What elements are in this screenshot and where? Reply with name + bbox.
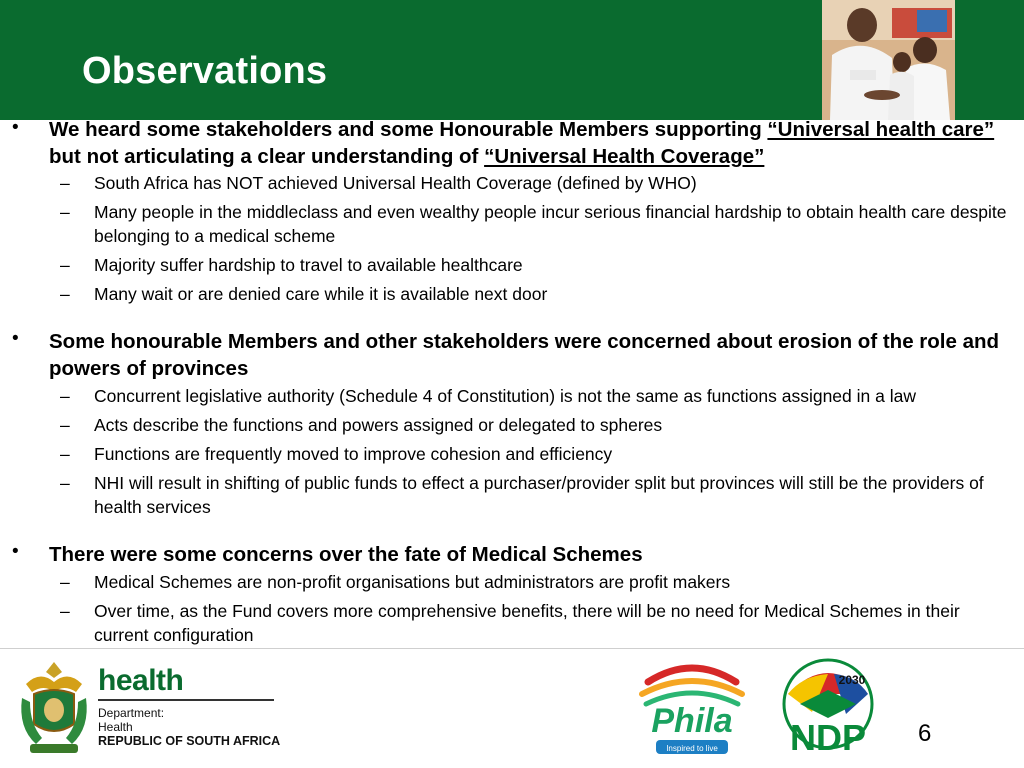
sub-item (60, 599, 1012, 647)
slide-content (0, 116, 1024, 647)
dash-marker: – (60, 173, 70, 193)
bullet-2 (0, 328, 1024, 519)
bullet-2-text: Some honourable Members and other stakeholders were concerned about erosion of the role and powers of provinces (49, 330, 1000, 380)
bullet-marker: • (12, 541, 19, 562)
bullet-1-text-pre: We heard some stakeholders and some Honourable Members supporting (49, 118, 768, 141)
sub-item (60, 471, 1012, 519)
bullet-1-text (49, 116, 1014, 170)
phila-tagline: Inspired to live (666, 744, 718, 753)
sub-item (60, 413, 1012, 437)
footer (0, 648, 1024, 768)
coat-of-arms-icon (16, 658, 92, 758)
sub-item-text: Majority suffer hardship to travel to available healthcare (94, 255, 523, 275)
sub-item-text: Concurrent legislative authority (Schedule 4 of Constitution) is not the same as functions assigned in a law (94, 386, 916, 406)
dash-marker: – (60, 415, 70, 435)
bullet-3-text: There were some concerns over the fate of Medical Schemes (49, 543, 643, 566)
sub-item (60, 171, 1012, 195)
sub-item (60, 253, 1012, 277)
bullet-marker: • (12, 117, 19, 138)
bullet-1-universal-health-coverage: “Universal Health Coverage” (484, 145, 765, 168)
phila-logo-text: Phila (651, 702, 733, 740)
sub-item (60, 570, 1012, 594)
dash-marker: – (60, 473, 70, 493)
dash-marker: – (60, 601, 70, 621)
dash-marker: – (60, 386, 70, 406)
sub-item (60, 282, 1012, 306)
ndp-2030-logo-icon (772, 654, 884, 760)
health-wordmark: health (98, 664, 184, 697)
bullet-3 (0, 541, 1024, 647)
dash-marker: – (60, 255, 70, 275)
department-label: Department: (98, 706, 165, 720)
dash-marker: – (60, 572, 70, 592)
page-number: 6 (918, 720, 932, 747)
bullet-marker: • (12, 328, 19, 349)
sub-item-text: Acts describe the functions and powers assigned or delegated to spheres (94, 415, 663, 435)
ndp-year: 2030 (838, 673, 866, 687)
country-name: REPUBLIC OF SOUTH AFRICA (98, 734, 281, 748)
sub-item-text: Many people in the middleclass and even wealthy people incur serious financial hardship to obtain health care despite belonging to a medical scheme (94, 202, 1007, 246)
dash-marker: – (60, 202, 70, 222)
bullet-1 (0, 116, 1024, 306)
nurse-child-photo-icon (822, 0, 955, 120)
dash-marker: – (60, 444, 70, 464)
sub-item-text: Medical Schemes are non-profit organisations but administrators are profit makers (94, 572, 731, 592)
phila-logo-icon (634, 660, 750, 758)
sub-item-text: Functions are frequently moved to improve cohesion and efficiency (94, 444, 613, 464)
sub-item (60, 442, 1012, 466)
dash-marker: – (60, 284, 70, 304)
sub-item-text: South Africa has NOT achieved Universal Health Coverage (defined by WHO) (94, 173, 697, 193)
sub-item (60, 384, 1012, 408)
sub-item-text: Many wait or are denied care while it is available next door (94, 284, 548, 304)
bullet-1-text-mid: but not articulating a clear understanding of (49, 145, 485, 168)
sub-item-text: Over time, as the Fund covers more comprehensive benefits, there will be no need for Medical Schemes in their current configuration (94, 601, 960, 645)
bullet-1-universal-health-care: “Universal health care” (767, 118, 995, 141)
header-photo-nurse-child (822, 0, 955, 120)
sub-item (60, 200, 1012, 248)
ndp-wordmark: NDP (789, 717, 867, 758)
slide-title: Observations (82, 50, 328, 92)
health-divider (98, 699, 274, 701)
sub-item-text: NHI will result in shifting of public funds to effect a purchaser/provider split but provinces will still be the providers of health services (94, 473, 984, 517)
department-name: Health (98, 720, 133, 734)
